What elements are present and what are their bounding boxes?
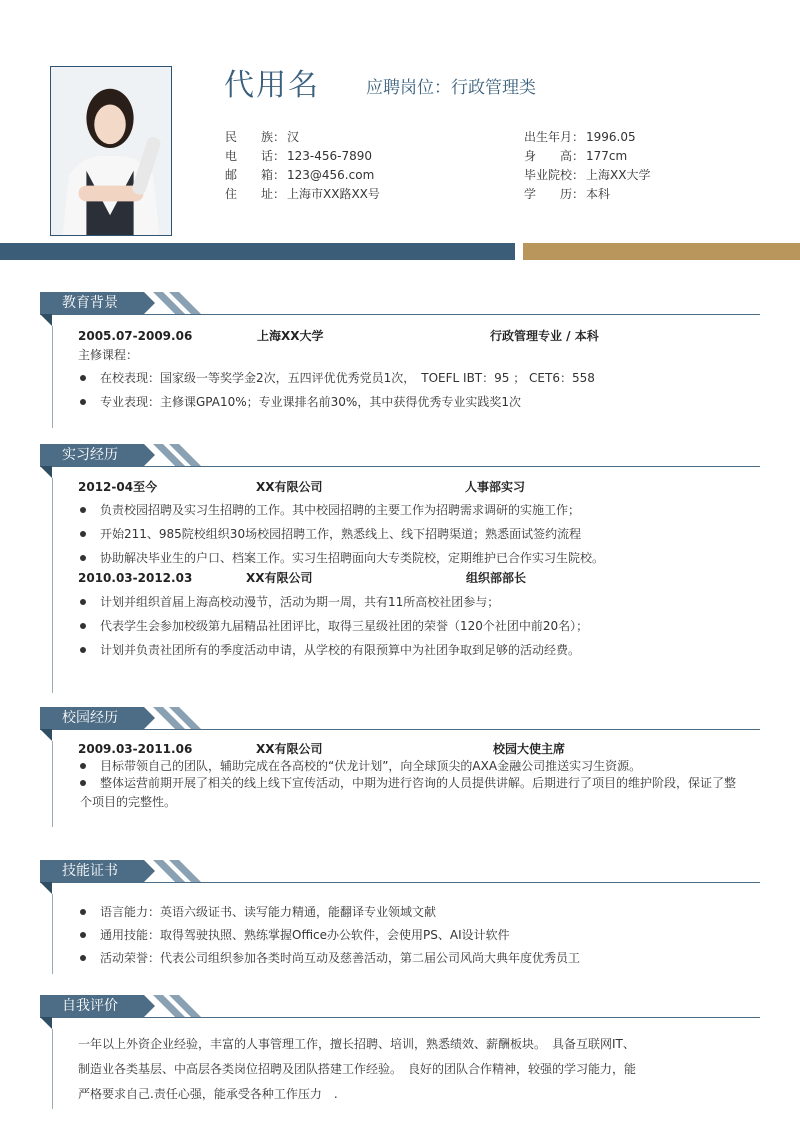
job-role: 人事部实习	[465, 480, 526, 494]
profile-photo	[50, 66, 172, 236]
timeline-line	[52, 478, 53, 693]
info-height: 身 高： 177cm	[524, 149, 628, 163]
info-birth: 出生年月： 1996.05	[524, 130, 636, 144]
list-item: 开始211、985院校组织30场校园招聘工作，熟悉线上、线下招聘渠道；熟悉面试签约流程	[80, 524, 581, 544]
timeline-line	[52, 894, 53, 974]
header-bar-gold	[523, 243, 800, 260]
self-line: 严格要求自己.责任心强，能承受各种工作压力 .	[78, 1087, 338, 1101]
header-rule	[40, 729, 760, 730]
campus-date: 2009.03-2011.06	[78, 742, 193, 756]
list-item: 整体运营前期开展了相关的线上线下宣传活动，中期为进行咨询的人员提供讲解。后期进行了项目的维护阶段，保证了整个项目的完整性。	[80, 776, 737, 809]
list-item: 协助解决毕业生的户口、档案工作。实习生招聘面向大专类院校，定期维护已合作实习生院校。	[80, 548, 604, 568]
job-date: 2012-04至今	[78, 480, 158, 494]
header-notch	[40, 314, 52, 326]
edu-courses-label: 主修课程：	[78, 348, 139, 362]
info-right	[524, 128, 650, 204]
section-title: 教育背景	[40, 292, 144, 314]
campus-company: XX有限公司	[256, 742, 323, 756]
campus-role: 校园大使主席	[493, 742, 566, 756]
info-school: 毕业院校： 上海XX大学	[524, 168, 651, 182]
self-evaluation	[78, 1032, 636, 1107]
header-notch	[40, 1017, 52, 1029]
self-line: 制造业各类基层、中高层各类岗位招聘及团队搭建工作经验。 良好的团队合作精神，较强的学习能力，能	[78, 1062, 637, 1076]
list-item: 代表学生会参加校级第九届精品社团评比，取得三星级社团的荣誉（120个社团中前20名）；	[80, 616, 588, 636]
section-title: 技能证书	[40, 860, 144, 882]
info-ethnicity: 民 族： 汉	[225, 130, 300, 144]
edu-major: 行政管理专业 / 本科	[490, 329, 599, 343]
section-title: 实习经历	[40, 444, 144, 466]
list-item: 计划并组织首届上海高校动漫节，活动为期一周，共有11所高校社团参与；	[80, 592, 499, 612]
info-phone: 电 话： 123-456-7890	[225, 149, 373, 163]
timeline-line	[52, 1029, 53, 1109]
edu-school: 上海XX大学	[257, 329, 324, 343]
candidate-name: 代用名	[224, 68, 320, 103]
list-item: 专业表现：主修课GPA10%；专业课排名前30%，其中获得优秀专业实践奖1次	[80, 392, 521, 412]
header-notch	[40, 882, 52, 894]
list-item: 负责校园招聘及实习生招聘的工作。其中校园招聘的主要工作为招聘需求调研的实施工作；	[80, 500, 580, 520]
header-notch	[40, 729, 52, 741]
info-degree: 学 历： 本科	[524, 187, 611, 201]
list-item: 目标带领自己的团队，辅助完成在各高校的“伏龙计划”，向全球顶尖的AXA金融公司推送实习生资源。	[80, 756, 641, 776]
list-item: 语言能力：英语六级证书、读写能力精通，能翻译专业领域文献	[80, 902, 436, 922]
info-email: 邮 箱： 123@456.com	[225, 168, 375, 182]
info-address: 住 址： 上海市XX路XX号	[225, 187, 380, 201]
edu-date: 2005.07-2009.06	[78, 329, 193, 343]
header-rule	[40, 1017, 760, 1018]
header-rule	[40, 314, 760, 315]
list-item: 通用技能：取得驾驶执照、熟练掌握Office办公软件，会使用PS、AI设计软件	[80, 925, 510, 945]
list-item: 活动荣誉：代表公司组织参加各类时尚互动及慈善活动，第二届公司风尚大典年度优秀员工	[80, 948, 580, 968]
header-rule	[40, 466, 760, 467]
timeline-line	[52, 326, 53, 428]
self-line: 一年以上外资企业经验，丰富的人事管理工作，擅长招聘、培训，熟悉绩效、薪酬板块。 具备互联网IT、	[78, 1037, 635, 1051]
section-title: 自我评价	[40, 995, 144, 1017]
info-left	[225, 128, 380, 204]
header-bar-blue	[0, 243, 515, 260]
header-notch	[40, 466, 52, 478]
job-company: XX有限公司	[246, 571, 313, 585]
job-company: XX有限公司	[256, 480, 323, 494]
timeline-line	[52, 741, 53, 827]
job-date: 2010.03-2012.03	[78, 571, 193, 585]
header-rule	[40, 882, 760, 883]
applied-position: 应聘岗位：行政管理类	[366, 78, 536, 98]
section-title: 校园经历	[40, 707, 144, 729]
list-item: 计划并负责社团所有的季度活动申请，从学校的有限预算中为社团争取到足够的活动经费。	[80, 640, 580, 660]
list-item: 在校表现：国家级一等奖学金2次，五四评优优秀党员1次， TOEFL IBT：95 ； CET6：558	[80, 368, 595, 388]
job-role: 组织部部长	[466, 571, 527, 585]
